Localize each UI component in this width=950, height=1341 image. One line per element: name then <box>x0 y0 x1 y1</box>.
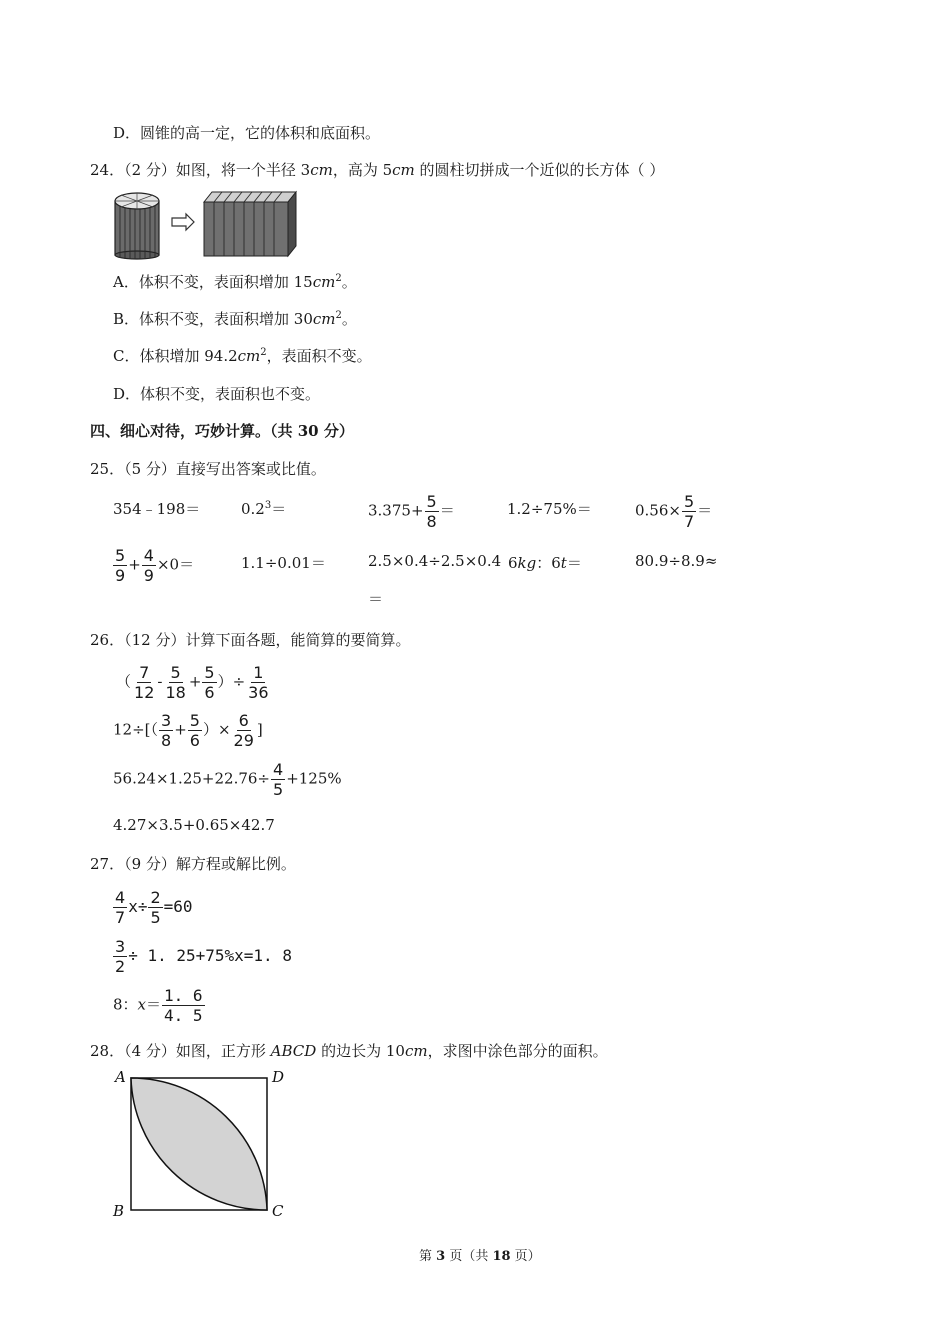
fraction: $\frac{3}{8}$ <box>161 711 172 750</box>
shaded-lens-region <box>131 1078 267 1210</box>
section-4-title: 四、细心对待，巧妙计算。（共 30 分） <box>90 422 354 440</box>
q25-r1-c: 3.375+ $\frac{5}{8}$ ＝ <box>368 492 455 531</box>
fraction: $\frac{4}{7}$ <box>115 888 126 927</box>
arrow-right-icon <box>172 214 194 230</box>
q26-expr-1: （ $\frac{7}{12}$ - $\frac{5}{18}$ + $\frac{5}{6}$ ）÷ $\frac{1}{36}$ <box>116 663 269 702</box>
square-abcd-figure <box>105 1062 305 1227</box>
cylinder-to-cuboid-figure <box>112 188 297 260</box>
fraction: $\frac{5}{6}$ <box>189 711 200 750</box>
vertex-label-b: B <box>113 1202 125 1220</box>
q25-r2-b: 1.1÷0.01＝ <box>241 554 326 572</box>
fraction: $\frac{1}{36}$ <box>248 663 269 702</box>
vertex-label-c: C <box>272 1202 284 1220</box>
fraction: $\frac{3}{2}$ <box>115 937 126 976</box>
q25-r1-d: 1.2÷75%＝ <box>507 500 592 518</box>
fraction: $\frac{1. 6}{4. 5}$ <box>164 986 203 1025</box>
q24-option-c: C．体积增加 $94.2cm^2$，表面积不变。 <box>113 347 372 365</box>
q27-eq-3: 8：x＝ $\frac{1. 6}{4. 5}$ <box>113 986 203 1025</box>
q25-r2-c-equals: ＝ <box>368 590 384 608</box>
fraction: $\frac{5}{7}$ <box>683 492 695 531</box>
q25-stem: 25．（5 分）直接写出答案或比值。 <box>90 460 326 478</box>
cylinder-illustration <box>115 193 159 259</box>
q27-eq-1: $\frac{4}{7}$ x÷ $\frac{2}{5}$ =60 <box>115 888 193 927</box>
fraction: $\frac{5}{18}$ <box>165 663 186 702</box>
vertex-label-d: D <box>272 1068 285 1086</box>
q25-r2-d: 6kg：6t＝ <box>508 554 582 572</box>
q26-stem: 26．（12 分）计算下面各题，能简算的要简算。 <box>90 631 411 649</box>
q27-eq-2: $\frac{3}{2}$ ÷ 1. 25+75%x=1. 8 <box>115 937 292 976</box>
q27-stem: 27．（9 分）解方程或解比例。 <box>90 855 296 873</box>
fraction: $\frac{5}{6}$ <box>204 663 215 702</box>
fraction: $\frac{2}{5}$ <box>150 888 161 927</box>
q25-r1-e: 0.56× $\frac{5}{7}$ ＝ <box>635 492 713 531</box>
q24-option-d: D．体积不变，表面积也不变。 <box>113 385 321 403</box>
fraction: $\frac{5}{8}$ <box>426 492 437 531</box>
q24-stem: 24．（2 分）如图，将一个半径 3cm，高为 5cm 的圆柱切拼成一个近似的长方体（ ） <box>90 161 665 179</box>
q25-r1-a: 354﹣198＝ <box>113 500 201 518</box>
fraction: $\frac{4}{5}$ <box>273 760 284 799</box>
fraction: $\frac{6}{29}$ <box>233 711 254 750</box>
page-footer: 第 3 页（共 18 页） <box>419 1249 541 1264</box>
fraction: $\frac{4}{9}$ <box>143 546 154 585</box>
q26-expr-2: 12÷[（ $\frac{3}{8}$ + $\frac{5}{6}$ ）× $\frac{6}{29}$ ] <box>113 711 263 750</box>
q25-r2-a: $\frac{5}{9}$ + $\frac{4}{9}$ ×0＝ <box>115 546 195 585</box>
q23-option-d: D．圆锥的高一定，它的体积和底面积。 <box>113 124 381 142</box>
fraction: $\frac{7}{12}$ <box>134 663 155 702</box>
q26-expr-3: 56.24×1.25+22.76÷ $\frac{4}{5}$ +125% <box>113 760 342 799</box>
vertex-label-a: A <box>115 1068 126 1086</box>
q24-option-a: A．体积不变，表面积增加 $15cm^2$。 <box>113 273 357 291</box>
cuboid-illustration <box>204 192 296 256</box>
fraction: $\frac{5}{9}$ <box>115 546 126 585</box>
q25-r2-c: 2.5×0.4÷2.5×0.4 <box>368 552 502 570</box>
q26-expr-4: 4.27×3.5+0.65×42.7 <box>113 816 275 834</box>
q24-option-b: B．体积不变，表面积增加 $30cm^2$。 <box>113 310 357 328</box>
q25-r2-e: 80.9÷8.9≈ <box>635 552 718 570</box>
q28-stem: 28．（4 分）如图，正方形 ABCD 的边长为 10cm，求图中涂色部分的面积。 <box>90 1042 608 1060</box>
q25-r1-b: $0.2^3=$ <box>241 500 287 518</box>
